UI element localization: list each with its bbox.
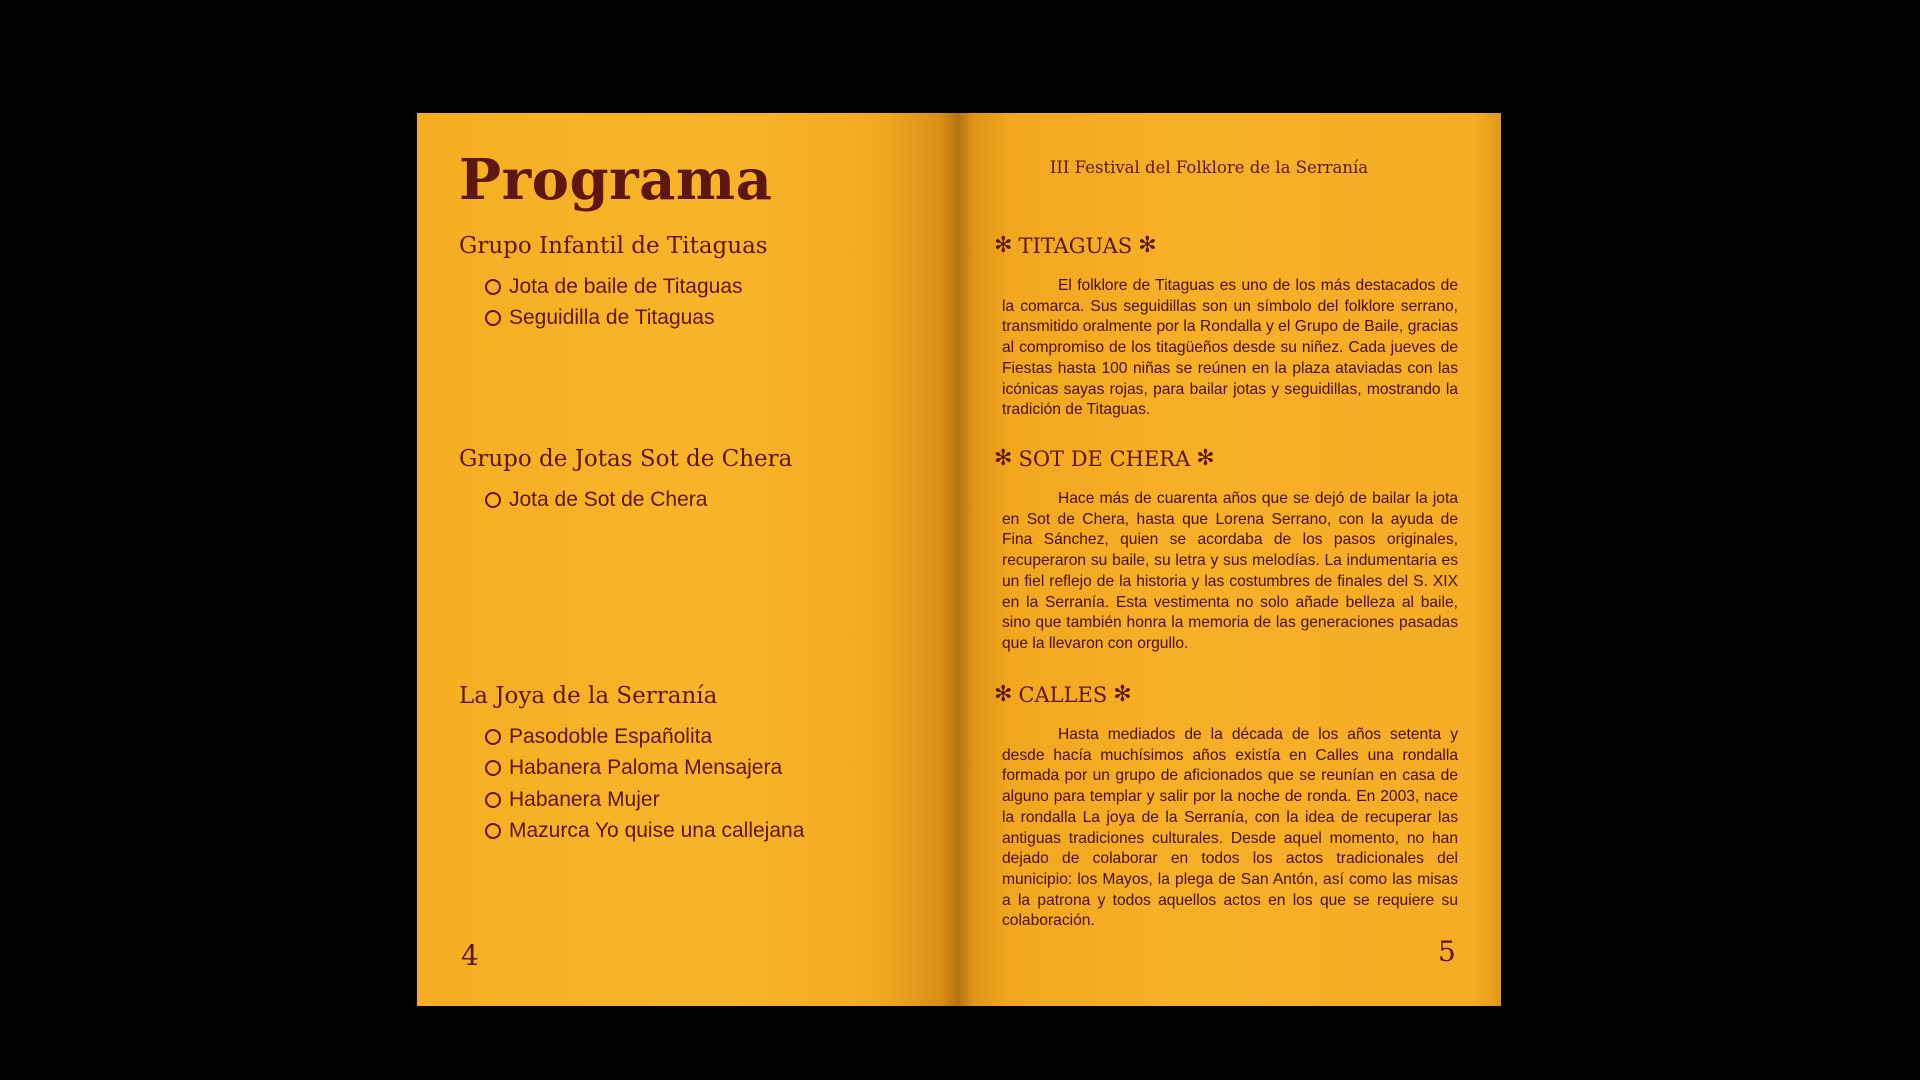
circle-bullet-icon (485, 279, 501, 295)
section-title: ✻ TITAGUAS ✻ (994, 233, 1157, 258)
section-titaguas (994, 233, 1458, 421)
list-item: Habanera Mujer (485, 784, 804, 816)
circle-bullet-icon (485, 792, 501, 808)
list-item: Jota de Sot de Chera (485, 484, 792, 516)
circle-bullet-icon (485, 823, 501, 839)
group-name: Grupo Infantil de Titaguas (459, 233, 768, 259)
section-title: ✻ CALLES ✻ (994, 682, 1132, 707)
right-page (957, 113, 1501, 1006)
list-item: Jota de baile de Titaguas (485, 271, 768, 303)
asterisk-icon: ✻ (994, 682, 1013, 707)
asterisk-icon: ✻ (1196, 446, 1215, 471)
list-item: Habanera Paloma Mensajera (485, 753, 804, 785)
page-number: 4 (461, 939, 479, 972)
group-name: Grupo de Jotas Sot de Chera (459, 446, 793, 472)
program-group (459, 233, 768, 334)
group-name: La Joya de la Serranía (459, 683, 718, 709)
circle-bullet-icon (485, 492, 501, 508)
program-group (459, 683, 804, 847)
section-calles (994, 682, 1458, 932)
asterisk-icon: ✻ (1138, 233, 1157, 258)
program-group (459, 446, 792, 516)
running-head: III Festival del Folklore de la Serranía (1049, 158, 1369, 177)
circle-bullet-icon (485, 310, 501, 326)
asterisk-icon: ✻ (994, 446, 1013, 471)
circle-bullet-icon (485, 760, 501, 776)
left-page (417, 113, 957, 1006)
section-body: Hasta mediados de la década de los años setenta y desde hacía muchísimos años existía en Calles una rondalla formada por un grupo de aficionados que se reunían en casa de alguno para templar y salir por la noche de ronda. En 2003, nace la rondalla La joya de la Serranía, con la idea de recuperar las antiguas tradiciones culturales. Desde aquel momento, no han dejado de colaborar en todos los actos tradicionales del municipio: los Mayos, la plega de San Antón, así como las misas a la patrona y todos aquellos actos en los que se requiere su colaboración. (1002, 726, 1458, 930)
section-body: Hace más de cuarenta años que se dejó de bailar la jota en Sot de Chera, hasta que Lorena Serrano, con la ayuda de Fina Sánchez, quien se acordaba de los pasos originales, recuperaron su baile, su letra y sus melodías. La indumentaria es un fiel reflejo de la historia y las costumbres de finales del S. XIX en la Serranía. Esta vestimenta no solo añade belleza al baile, sino que también honra la memoria de las generaciones pasadas que la llevaron con orgullo. (1002, 490, 1458, 652)
page-number: 5 (1438, 935, 1456, 968)
list-item: Pasodoble Españolita (485, 721, 804, 753)
asterisk-icon: ✻ (994, 233, 1013, 258)
page-title: Programa (459, 147, 773, 213)
list-item: Seguidilla de Titaguas (485, 303, 768, 335)
booklet-spread (417, 113, 1501, 1006)
asterisk-icon: ✻ (1113, 682, 1132, 707)
list-item: Mazurca Yo quise una callejana (485, 816, 804, 848)
program-list (459, 271, 768, 334)
program-list (459, 721, 804, 847)
section-body: El folklore de Titaguas es uno de los más destacados de la comarca. Sus seguidillas son un símbolo del folklore serrano, transmitido oralmente por la Rondalla y el Grupo de Baile, gracias al compromiso de los titagüeños desde su niñez. Cada jueves de Fiestas hasta 100 niñas se reúnen en la plaza ataviadas con las icónicas sayas rojas, para bailar jotas y seguidillas, mostrando la tradición de Titaguas. (1002, 277, 1458, 419)
section-sot-de-chera (994, 446, 1458, 655)
program-list (459, 484, 792, 516)
section-title: ✻ SOT DE CHERA ✻ (994, 446, 1215, 471)
circle-bullet-icon (485, 729, 501, 745)
